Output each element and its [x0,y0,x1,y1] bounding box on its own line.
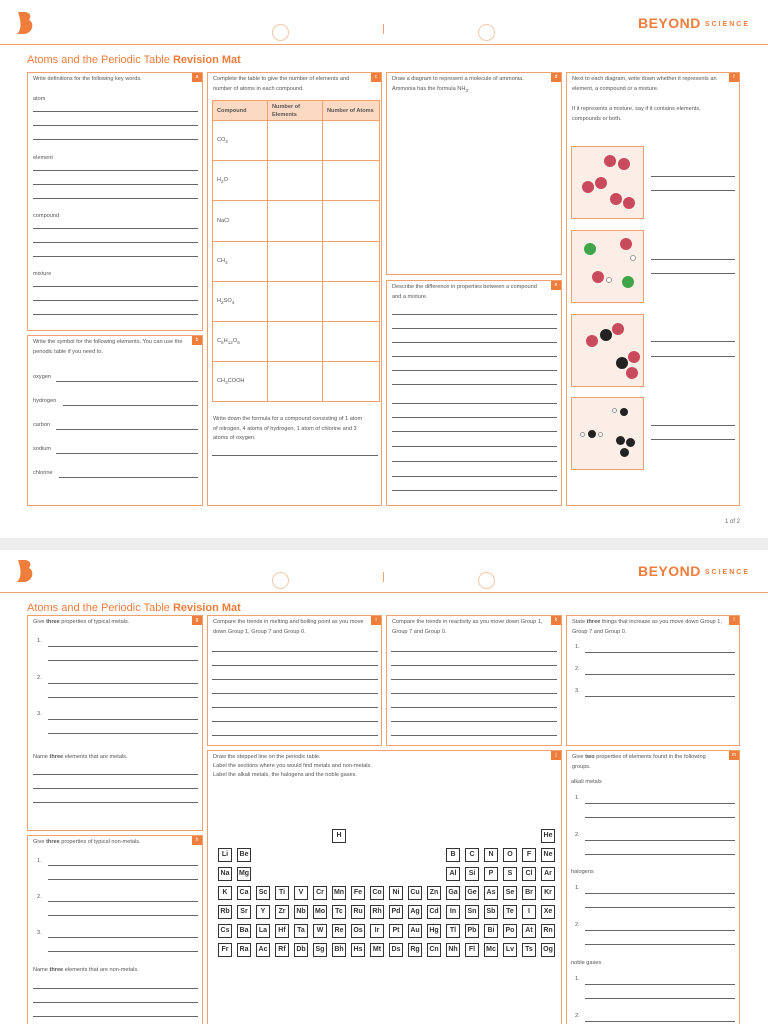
element-cell-c[interactable]: C [465,848,479,862]
header-rule [0,44,768,45]
question-badge: f [729,73,739,82]
question-prompt: Give three properties of typical metals. [33,619,130,625]
answer-line[interactable] [585,998,735,999]
answer-line[interactable] [33,125,198,126]
element-cell-na[interactable]: Na [218,867,232,881]
answer-line[interactable] [48,733,198,734]
question-a-panel [27,72,203,331]
element-cell-zr[interactable]: Zr [275,905,289,919]
question-prompt: State three things that increase as you move down Group 1, Group 7 and Group 0. [572,619,722,635]
answer-cell[interactable] [323,241,380,281]
item-number: 1. [37,638,42,644]
question-prompt: Name three elements that are metals. [33,754,128,760]
answer-line[interactable] [651,273,735,274]
element-cell-co[interactable]: Co [370,886,384,900]
answer-line[interactable] [33,1016,198,1017]
question-prompt: Write definitions for the following key words. [33,76,142,82]
answer-line[interactable] [585,944,735,945]
element-cell-po[interactable]: Po [503,924,517,938]
element-cell-os[interactable]: Os [351,924,365,938]
element-cell-sn[interactable]: Sn [465,905,479,919]
element-cell-fr[interactable]: Fr [218,943,232,957]
answer-line[interactable] [48,879,198,880]
element-cell-se[interactable]: Se [503,886,517,900]
answer-line[interactable] [33,802,198,803]
element-cell-kr[interactable]: Kr [541,886,555,900]
formula-prompt: Write down the formula for a compound consisting of 1 atom of nitrogen, 4 atoms of hydrogen, 1 atom of chlorine and 3 atoms of oxygen. [213,416,363,441]
answer-line[interactable] [48,937,198,938]
element-cell-ca[interactable]: Ca [237,886,251,900]
question-prompt: Draw a diagram to represent a molecule of ammonia. Ammonia has the formula $NH_3$. [392,76,524,93]
diagram-mixture-elements [571,230,644,303]
question-prompt: Label the sections where you would find metals and non-metals. [213,763,372,769]
element-cell-ni[interactable]: Ni [389,886,403,900]
answer-cell[interactable] [268,362,323,402]
answer-line[interactable] [392,342,557,343]
compound-cell: $H_2SO_4$ [213,281,268,321]
question-prompt: Compare the trends in reactivity as you move down Group 1, Group 7 and Group 0. [392,619,543,635]
element-cell-au[interactable]: Au [408,924,422,938]
answer-line[interactable] [212,679,378,680]
answer-line[interactable] [585,854,735,855]
keyword-label: compound [33,213,60,219]
answer-line[interactable] [651,190,735,191]
group-label: noble gases [571,960,602,966]
beyond-logo-icon [14,10,36,36]
diagram-compound-mixture [571,314,644,387]
table-row [213,362,380,402]
answer-line[interactable] [48,719,198,720]
answer-line[interactable] [48,865,198,866]
table-row [213,201,380,241]
element-cell-nb[interactable]: Nb [294,905,308,919]
element-cell-cr[interactable]: Cr [313,886,327,900]
header-rule [0,592,768,593]
question-prompt: Label the alkali metals, the halogens and the noble gases. [213,772,357,778]
answer-line[interactable] [33,788,198,789]
element-cell-ga[interactable]: Ga [446,886,460,900]
answer-line[interactable] [33,198,198,199]
group-label: alkali metals [571,779,602,785]
answer-line[interactable] [392,461,557,462]
question-l-panel [566,615,740,746]
answer-line[interactable] [585,817,735,818]
answer-line[interactable] [391,665,557,666]
compound-cell: NaCl [213,201,268,241]
worksheet-page-2 [0,548,768,1024]
element-cell-o[interactable]: O [503,848,517,862]
element-cell-k[interactable]: K [218,886,232,900]
answer-line[interactable] [392,490,557,491]
element-cell-ra[interactable]: Ra [237,943,251,957]
answer-line[interactable] [33,300,198,301]
table-row [213,321,380,361]
page-title: Atoms and the Periodic Table Revision Mat [27,54,241,66]
answer-line[interactable] [392,328,557,329]
element-cell-fl[interactable]: Fl [465,943,479,957]
question-prompt: Next to each diagram, write down whether it represents an element, a compound or a mixture. [572,76,717,92]
question-badge: d [551,73,561,82]
answer-line[interactable] [392,431,557,432]
item-number: 1. [575,644,580,650]
question-prompt: Write the symbol for the following elements. You can use the periodic table if you need to. [33,339,183,355]
answer-line[interactable] [33,286,198,287]
element-cell-ti[interactable]: Ti [275,886,289,900]
compound-cell: $CH_4$ [213,241,268,281]
compound-table [212,100,380,402]
answer-line[interactable] [585,674,735,675]
table-row [213,161,380,201]
brand-name: BEYOND SCIENCE [637,15,750,31]
element-label: carbon [33,422,51,428]
answer-line[interactable] [33,256,198,257]
question-prompt: Complete the table to give the number of elements and number of atoms in each compound. [213,76,350,92]
question-prompt: Give three properties of typical non-metals. [33,839,141,845]
element-cell-cu[interactable]: Cu [408,886,422,900]
item-number: 1. [575,795,580,801]
answer-line[interactable] [391,707,557,708]
answer-line[interactable] [585,1021,735,1022]
compound-cell: $CH_3COOH$ [213,362,268,402]
element-cell-og[interactable]: Og [541,943,555,957]
answer-line[interactable] [392,446,557,447]
question-badge: l [729,616,739,625]
element-cell-db[interactable]: Db [294,943,308,957]
answer-line[interactable] [391,693,557,694]
answer-line[interactable] [33,170,198,171]
element-cell-cs[interactable]: Cs [218,924,232,938]
answer-line[interactable] [391,721,557,722]
answer-line[interactable] [48,901,198,902]
element-label: chlorine [33,470,53,476]
item-number: 2. [575,1013,580,1019]
answer-line[interactable] [651,425,735,426]
answer-line[interactable] [48,660,198,661]
element-cell-br[interactable]: Br [522,886,536,900]
element-cell-f[interactable]: F [522,848,536,862]
answer-line[interactable] [56,429,198,430]
answer-line[interactable] [212,651,378,652]
decor-circle-icon [272,24,289,41]
answer-line[interactable] [651,259,735,260]
question-prompt: If it represents a mixture, say if it contains elements, compounds or both. [572,106,701,122]
element-cell-pd[interactable]: Pd [389,905,403,919]
element-cell-bi[interactable]: Bi [484,924,498,938]
answer-line[interactable] [212,455,378,456]
answer-line[interactable] [651,176,735,177]
page-title: Atoms and the Periodic Table Revision Mat [27,602,241,614]
answer-line[interactable] [63,405,198,406]
question-h-panel [27,835,203,1024]
group-label: halogens [571,869,594,875]
element-cell-si[interactable]: Si [465,867,479,881]
element-cell-sb[interactable]: Sb [484,905,498,919]
answer-line[interactable] [585,840,735,841]
answer-line[interactable] [59,477,198,478]
element-cell-n[interactable]: N [484,848,498,862]
element-cell-ag[interactable]: Ag [408,905,422,919]
decor-divider [383,24,384,34]
element-cell-sg[interactable]: Sg [313,943,327,957]
element-cell-b[interactable]: B [446,848,460,862]
question-badge: i [371,616,381,625]
answer-cell[interactable] [268,281,323,321]
question-badge: g [192,616,202,625]
table-row [213,121,380,161]
keyword-label: element [33,155,53,161]
element-cell-ts[interactable]: Ts [522,943,536,957]
compound-cell: $H_2O$ [213,161,268,201]
answer-line[interactable] [48,951,198,952]
answer-cell[interactable] [323,201,380,241]
answer-line[interactable] [33,774,198,775]
compound-cell: $C_6H_{12}O_6$ [213,321,268,361]
answer-line[interactable] [33,314,198,315]
compound-cell: $CO_2$ [213,121,268,161]
element-cell-pt[interactable]: Pt [389,924,403,938]
element-cell-ne[interactable]: Ne [541,848,555,862]
answer-line[interactable] [585,696,735,697]
item-number: 1. [575,976,580,982]
page-number: 1 of 2 [724,519,740,525]
element-cell-h[interactable]: H [332,829,346,843]
answer-line[interactable] [585,803,735,804]
element-cell-ba[interactable]: Ba [237,924,251,938]
answer-line[interactable] [392,356,557,357]
element-cell-ac[interactable]: Ac [256,943,270,957]
answer-line[interactable] [33,1002,198,1003]
element-cell-rf[interactable]: Rf [275,943,289,957]
item-number: 3. [37,930,42,936]
answer-line[interactable] [585,893,735,894]
answer-cell[interactable] [323,161,380,201]
element-label: sodium [33,446,52,452]
answer-line[interactable] [33,228,198,229]
decor-circle-icon [272,572,289,589]
answer-line[interactable] [651,439,735,440]
element-cell-be[interactable]: Be [237,848,251,862]
item-number: 2. [37,675,42,681]
element-cell-s[interactable]: S [503,867,517,881]
element-cell-i[interactable]: I [522,905,536,919]
question-prompt: Describe the difference in properties between a compound and a mixture. [392,284,537,300]
element-cell-rg[interactable]: Rg [408,943,422,957]
element-cell-mo[interactable]: Mo [313,905,327,919]
answer-line[interactable] [48,683,198,684]
answer-line[interactable] [585,652,735,653]
answer-cell[interactable] [268,321,323,361]
answer-line[interactable] [48,915,198,916]
question-badge: c [371,73,381,82]
item-number: 3. [575,688,580,694]
element-cell-mc[interactable]: Mc [484,943,498,957]
question-badge: k [551,616,561,625]
question-e-panel [386,280,562,506]
element-cell-al[interactable]: Al [446,867,460,881]
item-number: 1. [37,858,42,864]
element-cell-tl[interactable]: Tl [446,924,460,938]
question-prompt: Give two properties of elements found in the following groups. [572,754,706,770]
element-cell-ir[interactable]: Ir [370,924,384,938]
element-cell-w[interactable]: W [313,924,327,938]
answer-line[interactable] [212,721,378,722]
answer-line[interactable] [585,984,735,985]
element-cell-bh[interactable]: Bh [332,943,346,957]
element-cell-ge[interactable]: Ge [465,886,479,900]
element-cell-tc[interactable]: Tc [332,905,346,919]
answer-line[interactable] [391,651,557,652]
answer-line[interactable] [212,693,378,694]
answer-line[interactable] [392,314,557,315]
answer-line[interactable] [212,665,378,666]
answer-line[interactable] [48,697,198,698]
element-cell-sr[interactable]: Sr [237,905,251,919]
answer-line[interactable] [651,356,735,357]
answer-line[interactable] [585,930,735,931]
answer-line[interactable] [651,341,735,342]
element-cell-mg[interactable]: Mg [237,867,251,881]
question-m-panel [566,750,740,1024]
answer-line[interactable] [392,370,557,371]
question-i-panel [207,615,382,746]
table-header: Compound [213,101,268,121]
question-d-panel [386,72,562,275]
question-prompt: Name three elements that are non-metals. [33,967,139,973]
item-number: 2. [37,894,42,900]
answer-cell[interactable] [268,121,323,161]
answer-cell[interactable] [323,281,380,321]
question-badge: j [551,751,561,760]
element-cell-pb[interactable]: Pb [465,924,479,938]
answer-line[interactable] [33,242,198,243]
element-cell-lv[interactable]: Lv [503,943,517,957]
brand-name: BEYOND SCIENCE [637,563,750,579]
element-label: hydrogen [33,398,57,404]
answer-line[interactable] [48,646,198,647]
element-cell-cd[interactable]: Cd [427,905,441,919]
decor-divider [383,572,384,582]
answer-cell[interactable] [268,161,323,201]
element-cell-in[interactable]: In [446,905,460,919]
element-cell-zn[interactable]: Zn [427,886,441,900]
item-number: 2. [575,922,580,928]
answer-line[interactable] [585,907,735,908]
question-prompt: Draw the stepped line on the periodic table. [213,754,321,760]
diagram-compound [571,397,644,470]
answer-line[interactable] [56,381,198,382]
element-cell-y[interactable]: Y [256,905,270,919]
question-badge: m [729,751,739,760]
question-badge: h [192,836,202,845]
question-f-panel [566,72,740,506]
element-cell-fe[interactable]: Fe [351,886,365,900]
answer-line[interactable] [391,679,557,680]
element-cell-rh[interactable]: Rh [370,905,384,919]
table-header: Number of Atoms [323,101,380,121]
item-number: 2. [575,832,580,838]
element-cell-hg[interactable]: Hg [427,924,441,938]
decor-circle-icon [478,24,495,41]
element-cell-re[interactable]: Re [332,924,346,938]
answer-cell[interactable] [323,321,380,361]
answer-cell[interactable] [268,201,323,241]
question-k-panel [386,615,562,746]
element-cell-sc[interactable]: Sc [256,886,270,900]
element-cell-as[interactable]: As [484,886,498,900]
answer-line[interactable] [212,707,378,708]
element-cell-hf[interactable]: Hf [275,924,289,938]
element-cell-li[interactable]: Li [218,848,232,862]
answer-line[interactable] [391,735,557,736]
question-badge: b [192,336,202,345]
element-cell-ar[interactable]: Ar [541,867,555,881]
question-c-panel [207,72,382,506]
diagram-mixture-of-molecules [571,146,644,219]
element-cell-p[interactable]: P [484,867,498,881]
element-cell-at[interactable]: At [522,924,536,938]
element-cell-ds[interactable]: Ds [389,943,403,957]
element-cell-rb[interactable]: Rb [218,905,232,919]
element-cell-ta[interactable]: Ta [294,924,308,938]
element-cell-v[interactable]: V [294,886,308,900]
keyword-label: atom [33,96,46,102]
element-cell-cn[interactable]: Cn [427,943,441,957]
keyword-label: mixture [33,271,52,277]
element-cell-he[interactable]: He [541,829,555,843]
table-header: Number of Elements [268,101,323,121]
element-cell-cl[interactable]: Cl [522,867,536,881]
question-badge: a [192,73,202,82]
element-cell-mt[interactable]: Mt [370,943,384,957]
element-cell-xe[interactable]: Xe [541,905,555,919]
answer-line[interactable] [33,139,198,140]
answer-cell[interactable] [323,362,380,402]
item-number: 3. [37,711,42,717]
decor-circle-icon [478,572,495,589]
answer-cell[interactable] [268,241,323,281]
answer-line[interactable] [33,988,198,989]
table-row [213,241,380,281]
element-cell-nh[interactable]: Nh [446,943,460,957]
question-b-panel [27,335,203,506]
question-badge: e [551,281,561,290]
element-cell-te[interactable]: Te [503,905,517,919]
element-cell-hs[interactable]: Hs [351,943,365,957]
element-cell-rn[interactable]: Rn [541,924,555,938]
question-j-panel [207,750,562,1024]
element-cell-mn[interactable]: Mn [332,886,346,900]
answer-line[interactable] [392,384,557,385]
answer-line[interactable] [33,184,198,185]
answer-cell[interactable] [323,121,380,161]
beyond-logo-icon [14,558,36,584]
answer-line[interactable] [212,735,378,736]
item-number: 2. [575,666,580,672]
question-prompt: Compare the trends in melting and boiling point as you move down Group 1, Group 7 and Group 0. [213,619,364,635]
answer-line[interactable] [392,417,557,418]
table-row [213,281,380,321]
answer-line[interactable] [392,476,557,477]
answer-line[interactable] [392,403,557,404]
answer-line[interactable] [56,453,198,454]
element-cell-la[interactable]: La [256,924,270,938]
element-cell-ru[interactable]: Ru [351,905,365,919]
item-number: 1. [575,885,580,891]
question-g-panel [27,615,203,831]
element-label: oxygen [33,374,52,380]
answer-line[interactable] [33,111,198,112]
